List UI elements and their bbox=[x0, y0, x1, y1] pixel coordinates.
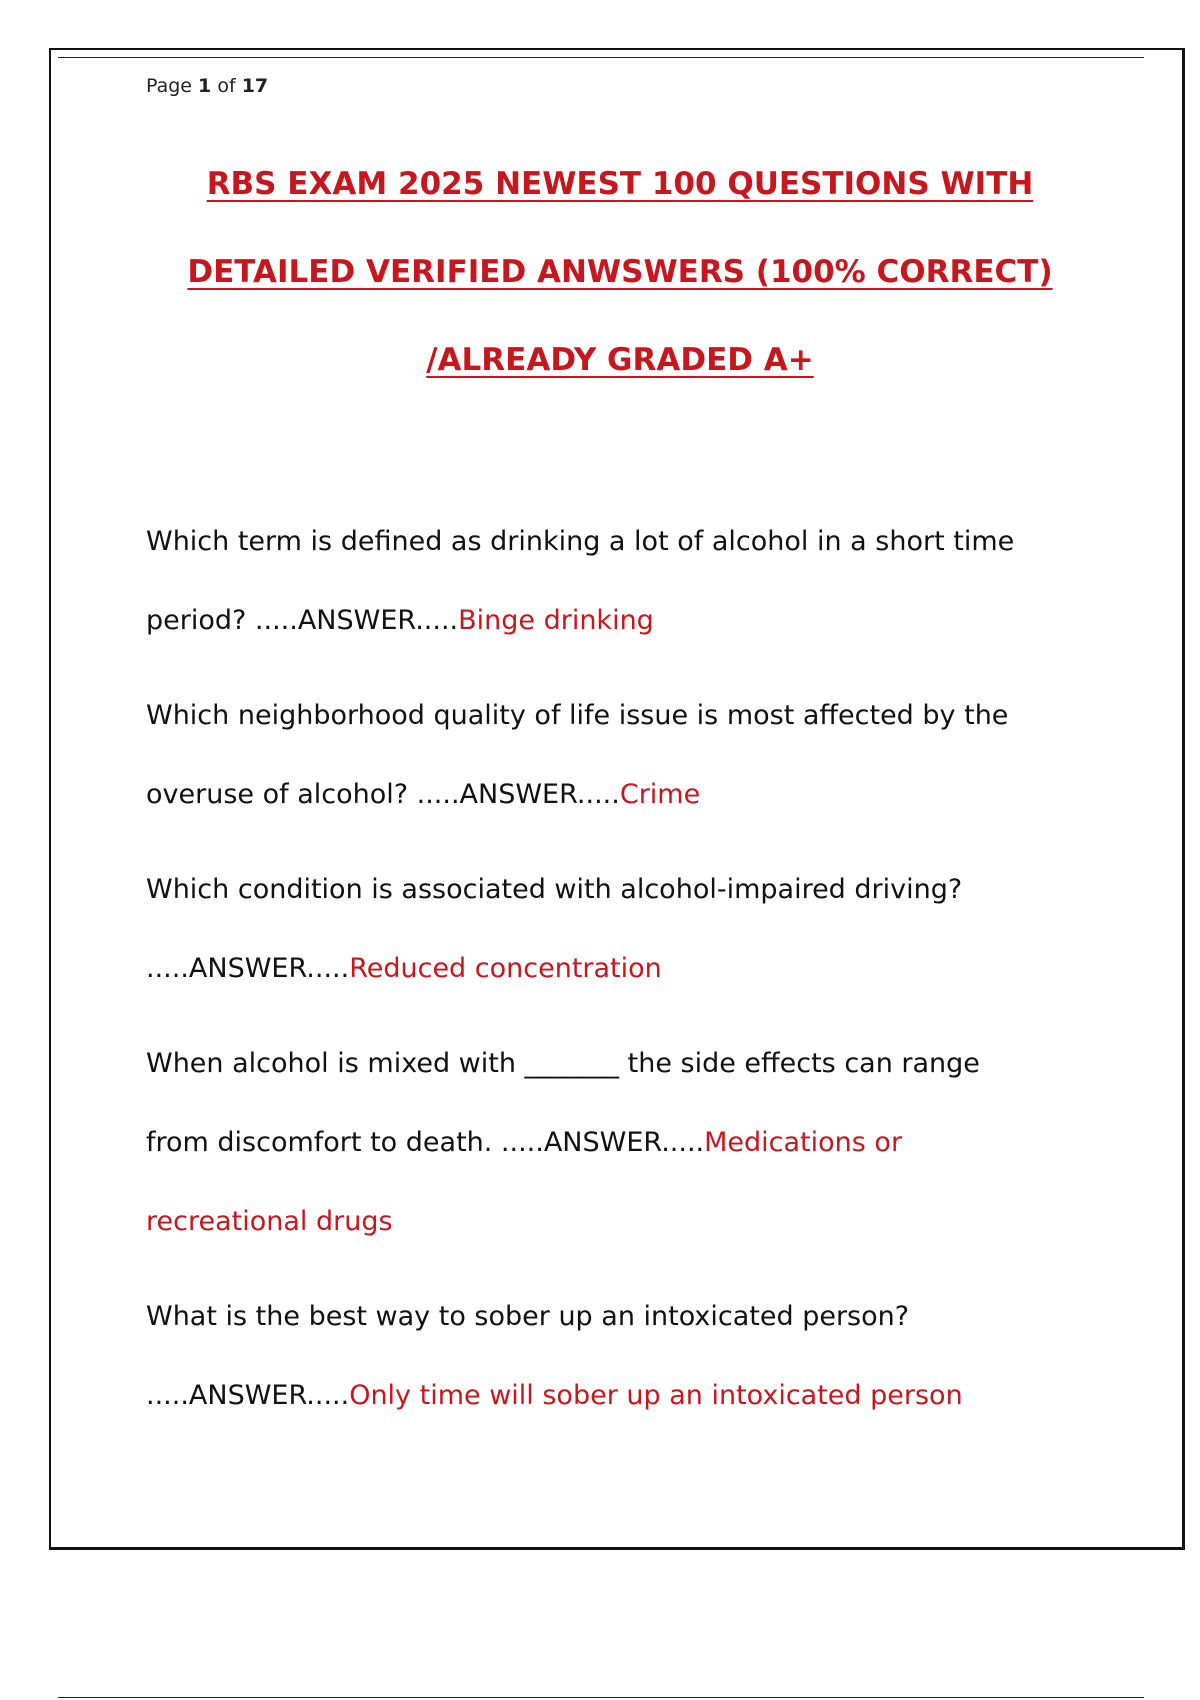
question-text-line-2 bbox=[146, 581, 1096, 660]
title-line-1: RBS EXAM 2025 NEWEST 100 QUESTIONS WITH bbox=[206, 166, 1034, 202]
question-text: .....ANSWER..... bbox=[146, 1380, 350, 1411]
question-text-line-2 bbox=[146, 929, 1096, 1008]
question-item-1 bbox=[146, 502, 1096, 660]
question-item-3 bbox=[146, 850, 1096, 1008]
question-text: .....ANSWER..... bbox=[146, 953, 350, 984]
top-rule bbox=[58, 57, 1144, 58]
question-item-2 bbox=[146, 676, 1096, 834]
page-current: 1 bbox=[198, 75, 212, 97]
question-text-line-2 bbox=[146, 1356, 1096, 1435]
question-list bbox=[146, 502, 1096, 1451]
answer-text-line-2: recreational drugs bbox=[146, 1206, 393, 1237]
page-total: 17 bbox=[241, 75, 269, 97]
question-text-line-1: Which term is defined as drinking a lot of alcohol in a short time bbox=[146, 526, 1015, 557]
question-text: overuse of alcohol? .....ANSWER..... bbox=[146, 779, 620, 810]
question-text: period? .....ANSWER..... bbox=[146, 605, 459, 636]
question-text-line-2 bbox=[146, 1103, 1096, 1182]
question-item-5 bbox=[146, 1277, 1096, 1435]
question-text: from discomfort to death. .....ANSWER..... bbox=[146, 1127, 705, 1158]
answer-text: Binge drinking bbox=[458, 605, 654, 636]
question-text-line-1: Which condition is associated with alcohol-impaired driving? bbox=[146, 874, 963, 905]
question-text-line-1: When alcohol is mixed with _______ the side effects can range bbox=[146, 1048, 980, 1079]
title-line-3: /ALREADY GRADED A+ bbox=[426, 342, 814, 378]
answer-text: Only time will sober up an intoxicated person bbox=[349, 1380, 963, 1411]
page-label: Page bbox=[146, 75, 192, 97]
bottom-rule bbox=[58, 1697, 1144, 1698]
answer-text: Reduced concentration bbox=[349, 953, 662, 984]
answer-text: Crime bbox=[619, 779, 701, 810]
question-text-line-1: What is the best way to sober up an intoxicated person? bbox=[146, 1301, 910, 1332]
document-title bbox=[100, 140, 1140, 404]
title-line-2: DETAILED VERIFIED ANWSWERS (100% CORRECT) bbox=[187, 254, 1053, 290]
question-text-line-1: Which neighborhood quality of life issue is most affected by the bbox=[146, 700, 1009, 731]
page-number bbox=[146, 75, 268, 97]
answer-text: Medications or bbox=[704, 1127, 903, 1158]
page-of: of bbox=[217, 75, 236, 97]
question-item-4 bbox=[146, 1024, 1096, 1261]
question-text-line-2 bbox=[146, 755, 1096, 834]
